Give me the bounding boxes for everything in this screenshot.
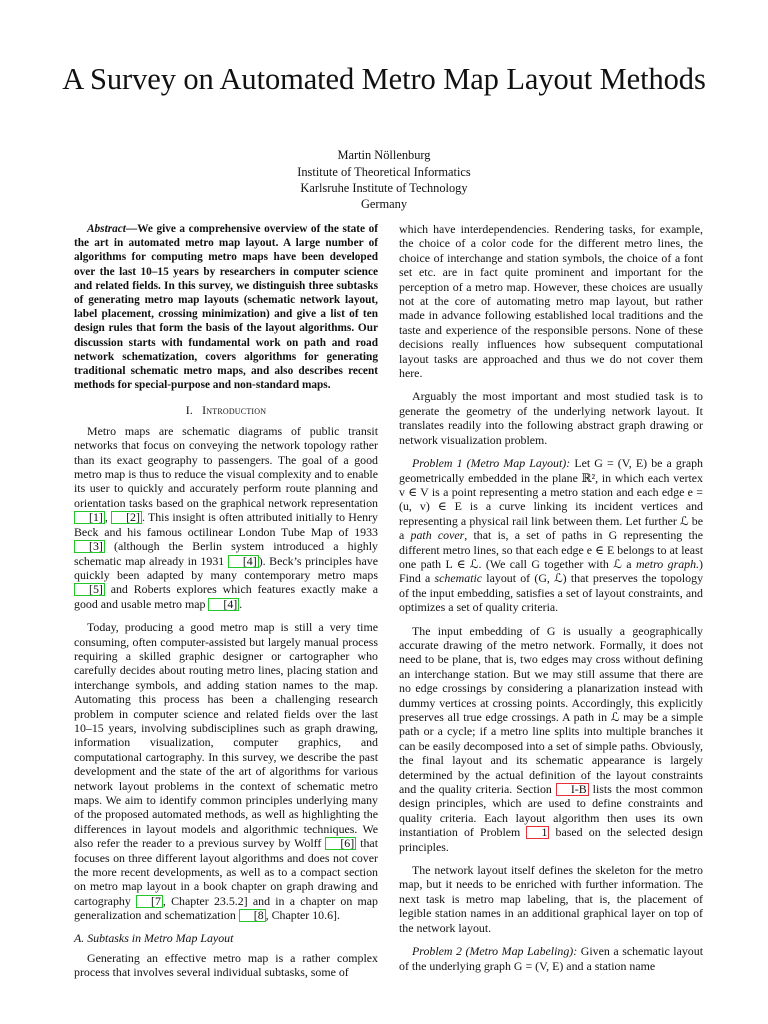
right-paragraph-1: which have interdependencies. Rendering tasks, for example, the choice of a color code for the different metro lines, the choice of interchange and station symbols, the choice of a font set etc. are in fact quite prominent and important for the perception of a metro map. However, these choices are usually not at the core of automating metro map layout, but rather made in advance following established local traditions and the taste and experience of the responsible persons. None of these decisions really influences how subsequent computational layout tasks are approached and thus we do not cover them here. <box>399 222 703 381</box>
problem-link[interactable]: 1 <box>526 826 549 839</box>
abstract <box>74 222 378 392</box>
section-title: Introduction <box>202 403 267 418</box>
citation-link[interactable]: [4] <box>208 598 239 611</box>
text-run: Today, producing a good metro map is still a very time consuming, often computer-assisted but largely manual process requiring a skilled graphic designer or cartographer who carefully decides about routing metro lines, placing station and interchange symbols, and adding station names to the map. Automating this process has been a challenging research problem in computer science and related fields over the last 10–15 years, involving subdisciplines such as graph drawing, information visualization, computer graphics, and computational cartography. In this survey, we describe the past development and the state of the art of algorithms for various network layout problems in the context of schematic metro maps. We aim to identify common principles underlying many of the proposed automated methods, as well as highlighting the differences in layout models and algorithmic techniques. We also refer the reader to a previous survey by Wolff <box>74 620 378 851</box>
citation-link[interactable]: [1] <box>74 511 105 524</box>
subsection-paragraph: Generating an effective metro map is a rather complex process that involves several individual subtasks, some of <box>74 951 378 980</box>
problem-label: Problem 1 (Metro Map Layout): <box>412 456 571 471</box>
text-run: layout of (G, ℒ) that preserves the topology of the input embedding, satisfies a set of layout constraints, and optimizes a set of quality criteria. <box>399 571 704 615</box>
text-run: Metro maps are schematic diagrams of public transit networks that focus on conveying the network topology rather than its exact geography to passengers. The goal of a good metro map is thus to reduce the visual complexity and to enable its user to quickly and accurately perform route planning and orientation tasks based on the graphical network representation <box>74 423 378 510</box>
right-paragraph-2: Arguably the most important and most studied task is to generate the geometry of the underlying network layout. It translates readily into the following abstract graph drawing or network visualization problem. <box>399 389 703 447</box>
emphasis: path cover <box>410 528 465 543</box>
text-run: , that is, a set of paths in G representing the different metro lines, so that each edge e ∈ E belongs to at least one path L ∈ ℒ. (We call G together with ℒ a <box>399 528 703 571</box>
subsection-heading: A. Subtasks in Metro Map Layout <box>74 930 234 945</box>
text-run: Given a schematic layout of the underlying graph G = (V, E) and a station name <box>399 944 703 973</box>
section-heading <box>74 403 378 417</box>
affiliation-line: Karlsruhe Institute of Technology <box>300 181 468 195</box>
problem-2 <box>399 944 703 973</box>
section-link[interactable]: I-B <box>556 783 589 796</box>
affiliation-line: Germany <box>360 197 408 211</box>
citation-link[interactable]: [4] <box>228 555 259 568</box>
text-run: lists the most common design principles, which are used to define constraints and quality criteria. Each layout algorithm then uses its own instantiation of Problem <box>399 782 703 840</box>
text-run: The input embedding of G is usually a geographically accurate drawing of the metro network. Formally, it does not need to be plane, that is, two edges may cross without defining an interchange station. But we may still assume that there are no edge crossings by considering a planarization instead with dummy vertices at crossing points. Accordingly, this explicitly preserves all true edge crossings. A path in ℒ may be a simple path or a cycle; if a metro line splits into multiple branches it can be easily decomposed into a set of simple paths. Obviously, the final layout and its schematic appearance is largely determined by the actual definition of the layout constraints and the quality criteria. Section <box>399 623 703 797</box>
intro-paragraph-1 <box>74 424 378 611</box>
right-paragraph-3 <box>399 624 703 855</box>
text-run: ) Find a <box>399 556 703 586</box>
abstract-lead: Abstract <box>87 223 126 235</box>
emphasis: schematic <box>434 571 483 586</box>
text-run: Let G = (V, E) be a graph geometrically embedded in the plane ℝ², in which each vertex v ∈ V is a point representing a metro station and each edge e = (u, v) ∈ E is a curve linking its incident vertices and representing a physical rail link between them. Let further ℒ be a <box>399 456 704 543</box>
text-run: , Chapter 23.5.2] and in a chapter on map generalization and schematization <box>74 893 378 923</box>
right-paragraph-4: The network layout itself defines the skeleton for the metro map, but it needs to be enriched with further information. The next task is metro map labeling, that is, the placement of legible station names in an additional graphical layer on top of the network layout. <box>399 863 703 935</box>
citation-link[interactable]: [7 <box>136 895 163 908</box>
right-column <box>399 222 703 973</box>
citation-link[interactable]: [6] <box>325 837 356 850</box>
problem-1 <box>399 456 703 614</box>
text-run: (although the Berlin system introduced a highly schematic map already in 1931 <box>74 539 378 568</box>
text-run: ). Beck’s principles have quickly been adapted by many contemporary metro maps <box>74 553 378 582</box>
author-name: Martin Nöllenburg <box>337 148 431 162</box>
paper-title: A Survey on Automated Metro Map Layout Methods <box>62 62 706 96</box>
author-block <box>0 147 768 212</box>
citation-link[interactable]: [3] <box>74 540 105 553</box>
text-run: that focuses on three different layout algorithms and does not cover the more recent developments, as well as to a compact section on metro map layout in a book chapter on graph drawing and cartography <box>74 836 378 908</box>
left-column <box>74 222 378 980</box>
text-run: , Chapter 10.6]. <box>265 908 340 923</box>
citation-link[interactable]: [2] <box>111 511 142 524</box>
section-number: I. <box>185 403 194 418</box>
abstract-text: —We give a comprehensive overview of the state of the art in automated metro map layout. A large number of algorithms for computing metro maps have been developed over the last 10–15 years by researchers in computer science and related fields. In this survey, we distinguish three subtasks of generating metro map layouts (schematic network layout, label placement, crossing minimization) and give a list of ten design rules that form the basis of the layout algorithms. Our discussion starts with fundamental work on path and road network schematization, covers algorithms for generating traditional schematic metro maps, and also describes recent methods for special-purpose and non-standard maps. <box>74 223 378 392</box>
citation-link[interactable]: [8 <box>239 909 266 922</box>
text-run: based on the selected design principles. <box>399 825 703 854</box>
emphasis: metro graph. <box>635 556 700 571</box>
citation-link[interactable]: [5] <box>74 583 105 596</box>
text-run: , <box>104 510 112 525</box>
intro-paragraph-2 <box>74 620 378 923</box>
text-run: . This insight is often attributed initially to Henry Beck and his famous octilinear London Tube Map of 1933 <box>74 510 379 539</box>
problem-label: Problem 2 (Metro Map Labeling): <box>412 944 578 959</box>
text-run: and Roberts explores which features exactly make a good and usable metro map <box>74 582 378 611</box>
affiliation-line: Institute of Theoretical Informatics <box>297 165 471 179</box>
text-run: . <box>239 596 243 611</box>
